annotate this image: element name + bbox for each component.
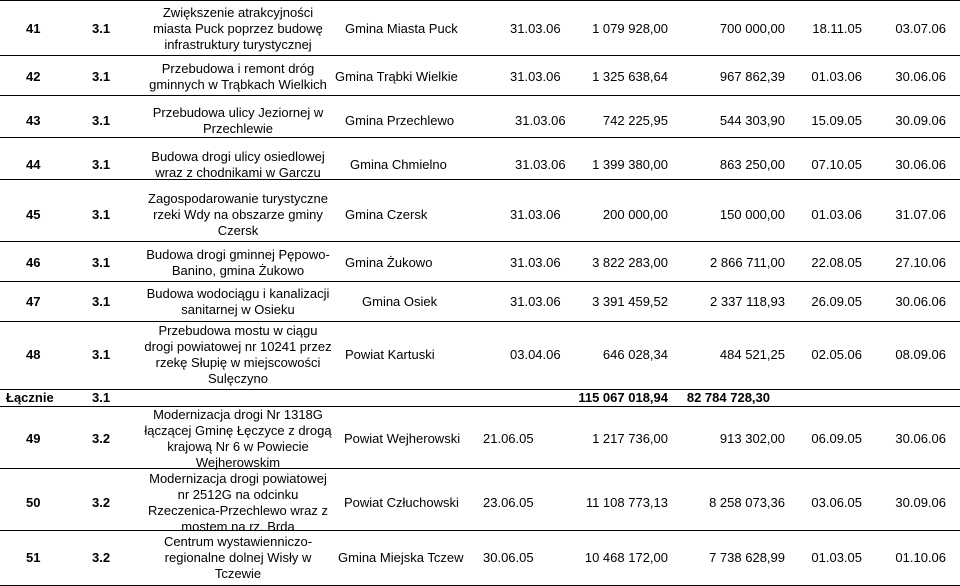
start-date: 26.09.05 xyxy=(811,294,862,309)
table-row xyxy=(0,137,960,179)
measure-code: 3.1 xyxy=(92,69,111,84)
project-description xyxy=(138,323,338,387)
description-line: Modernizacja drogi Nr 1318G xyxy=(153,407,323,422)
row-number: 45 xyxy=(26,207,41,222)
description-line: Banino, gmina Żukowo xyxy=(171,263,305,278)
measure-code: 3.1 xyxy=(92,157,111,172)
description-line: gminnych w Trąbkach Wielkich xyxy=(149,77,327,92)
total-measure-code: 3.1 xyxy=(92,389,111,405)
row-number: 43 xyxy=(26,113,41,128)
application-date: 31.03.06 xyxy=(510,255,561,270)
description-line: Centrum wystawienniczo- xyxy=(163,534,313,549)
measure-code: 3.2 xyxy=(92,550,111,565)
end-date: 31.07.06 xyxy=(895,207,946,222)
table-row xyxy=(0,321,960,389)
end-date: 30.09.06 xyxy=(895,113,946,128)
application-date: 31.03.06 xyxy=(510,294,561,309)
table-row xyxy=(0,55,960,95)
description-line: Sulęczyno xyxy=(208,371,268,386)
total-cost: 3 391 459,52 xyxy=(592,294,668,309)
row-number: 42 xyxy=(26,69,41,84)
application-date: 03.04.06 xyxy=(510,347,561,362)
start-date: 15.09.05 xyxy=(811,113,862,128)
start-date: 07.10.05 xyxy=(811,157,862,172)
funding-amount: 2 866 711,00 xyxy=(710,255,785,270)
description-line: Przebudowa i remont dróg xyxy=(161,61,315,76)
project-description xyxy=(138,286,338,318)
total-row xyxy=(0,389,960,406)
description-line: Zagospodarowanie turystyczne xyxy=(148,191,328,206)
total-label: Łącznie xyxy=(6,389,54,405)
description-line: infrastruktury turystycznej xyxy=(164,37,312,52)
start-date: 02.05.06 xyxy=(811,347,862,362)
row-number: 47 xyxy=(26,294,41,309)
total-cost: 1 217 736,00 xyxy=(592,431,668,446)
row-number: 48 xyxy=(26,347,41,362)
project-description xyxy=(138,471,338,535)
application-date: 31.03.06 xyxy=(510,21,561,36)
description-line: drogi powiatowej nr 10241 przez xyxy=(144,339,332,354)
project-description xyxy=(138,534,338,582)
beneficiary-name: Gmina Osiek xyxy=(362,294,438,309)
description-line: Wejherowskim xyxy=(195,455,281,470)
end-date: 01.10.06 xyxy=(895,550,946,565)
project-description xyxy=(138,247,338,279)
application-date: 21.06.05 xyxy=(483,431,534,446)
row-number: 49 xyxy=(26,431,41,446)
beneficiary-name: Powiat Wejherowski xyxy=(344,431,461,446)
end-date: 30.06.06 xyxy=(895,69,946,84)
funding-amount: 2 337 118,93 xyxy=(710,294,785,309)
funding-amount: 544 303,90 xyxy=(719,113,785,128)
total-cost: 1 399 380,00 xyxy=(592,157,668,172)
total-cost: 646 028,34 xyxy=(602,347,668,362)
project-description xyxy=(138,5,338,53)
description-line: rzeki Wdy na obszarze gminy xyxy=(153,207,323,222)
beneficiary-name: Gmina Trąbki Wielkie xyxy=(335,69,458,84)
end-date: 30.06.06 xyxy=(895,157,946,172)
description-line: Budowa drogi ulicy osiedlowej xyxy=(151,149,325,164)
description-line: Zwiększenie atrakcyjności xyxy=(162,5,314,20)
description-line: Modernizacja drogi powiatowej xyxy=(149,471,327,486)
description-line: Przebudowa mostu w ciągu xyxy=(158,323,318,338)
funding-amount: 700 000,00 xyxy=(719,21,785,36)
start-date: 01.03.06 xyxy=(811,207,862,222)
end-date: 30.09.06 xyxy=(895,495,946,510)
description-line: łączącej Gminę Łęczyce z drogą xyxy=(144,423,332,438)
total-cost: 10 468 172,00 xyxy=(584,550,668,565)
application-date: 30.06.05 xyxy=(483,550,534,565)
row-number: 44 xyxy=(26,157,41,172)
funding-amount: 863 250,00 xyxy=(719,157,785,172)
beneficiary-name: Gmina Przechlewo xyxy=(345,113,455,128)
project-description xyxy=(138,191,338,239)
funding-amount: 913 302,00 xyxy=(719,431,785,446)
row-number: 50 xyxy=(26,495,41,510)
measure-code: 3.1 xyxy=(92,255,111,270)
description-line: regionalne dolnej Wisły w xyxy=(164,550,312,565)
description-line: Przechlewie xyxy=(202,121,274,136)
funding-amount: 150 000,00 xyxy=(719,207,785,222)
description-line: Budowa drogi gminnej Pępowo- xyxy=(146,247,330,262)
row-divider xyxy=(0,406,960,407)
start-date: 22.08.05 xyxy=(811,255,862,270)
end-date: 27.10.06 xyxy=(895,255,946,270)
description-line: Rzeczenica-Przechlewo wraz z xyxy=(148,503,328,518)
measure-code: 3.1 xyxy=(92,21,111,36)
funding-amount: 484 521,25 xyxy=(719,347,785,362)
start-date: 18.11.05 xyxy=(812,21,862,36)
beneficiary-name: Gmina Żukowo xyxy=(345,255,433,270)
description-line: nr 2512G na odcinku xyxy=(177,487,299,502)
end-date: 03.07.06 xyxy=(895,21,946,36)
measure-code: 3.1 xyxy=(92,113,111,128)
project-description xyxy=(138,61,338,93)
row-number: 46 xyxy=(26,255,41,270)
measure-code: 3.2 xyxy=(92,431,111,446)
total-cost: 1 325 638,64 xyxy=(592,69,668,84)
application-date: 31.03.06 xyxy=(515,113,566,128)
table-row xyxy=(0,406,960,468)
measure-code: 3.1 xyxy=(92,294,111,309)
end-date: 08.09.06 xyxy=(895,347,946,362)
description-line: Przebudowa ulicy Jeziornej w xyxy=(152,105,324,120)
description-line: rzekę Słupię w miejscowości xyxy=(155,355,321,370)
row-number: 41 xyxy=(26,21,41,36)
total-cost: 742 225,95 xyxy=(602,113,668,128)
application-date: 31.03.06 xyxy=(510,207,561,222)
table-row xyxy=(0,95,960,137)
project-description xyxy=(138,105,338,137)
description-line: miasta Puck poprzez budowę xyxy=(153,21,323,36)
measure-code: 3.1 xyxy=(92,347,111,362)
description-line: Tczewie xyxy=(214,566,262,581)
table-row xyxy=(0,530,960,585)
beneficiary-name: Gmina Miasta Puck xyxy=(345,21,458,36)
description-line: wraz z chodnikami w Garczu xyxy=(155,165,321,180)
table-row xyxy=(0,179,960,241)
total-cost: 1 079 928,00 xyxy=(592,21,668,36)
description-line: Budowa wodociągu i kanalizacji xyxy=(146,286,330,301)
beneficiary-name: Powiat Człuchowski xyxy=(344,495,459,510)
application-date: 31.03.06 xyxy=(515,157,566,172)
application-date: 31.03.06 xyxy=(510,69,561,84)
description-line: krajową Nr 6 w Powiecie xyxy=(167,439,309,454)
project-description xyxy=(138,149,338,181)
start-date: 03.06.05 xyxy=(811,495,862,510)
description-line: Czersk xyxy=(217,223,259,238)
beneficiary-name: Gmina Miejska Tczew xyxy=(338,550,464,565)
total-cost: 200 000,00 xyxy=(602,207,668,222)
funding-amount: 967 862,39 xyxy=(719,69,785,84)
total-cost-sum: 115 067 018,94 xyxy=(578,389,668,405)
beneficiary-name: Gmina Chmielno xyxy=(350,157,447,172)
table-row xyxy=(0,241,960,281)
measure-code: 3.2 xyxy=(92,495,111,510)
total-cost: 11 108 773,13 xyxy=(585,495,668,510)
funding-amount: 7 738 628,99 xyxy=(709,550,785,565)
beneficiary-name: Gmina Czersk xyxy=(345,207,428,222)
measure-code: 3.1 xyxy=(92,207,111,222)
end-date: 30.06.06 xyxy=(895,294,946,309)
start-date: 01.03.05 xyxy=(811,550,862,565)
description-line: sanitarnej w Osieku xyxy=(181,302,295,317)
end-date: 30.06.06 xyxy=(895,431,946,446)
project-description xyxy=(138,407,338,471)
start-date: 01.03.06 xyxy=(811,69,862,84)
table-row xyxy=(0,281,960,321)
row-number: 51 xyxy=(26,550,41,565)
description-line: mostem na rz. Brda xyxy=(181,519,295,534)
total-cost: 3 822 283,00 xyxy=(592,255,668,270)
start-date: 06.09.05 xyxy=(811,431,862,446)
application-date: 23.06.05 xyxy=(483,495,534,510)
beneficiary-name: Powiat Kartuski xyxy=(345,347,435,362)
table-row xyxy=(0,0,960,55)
total-funding-sum: 82 784 728,30 xyxy=(686,389,770,405)
table-row xyxy=(0,468,960,534)
funding-amount: 8 258 073,36 xyxy=(709,495,785,510)
